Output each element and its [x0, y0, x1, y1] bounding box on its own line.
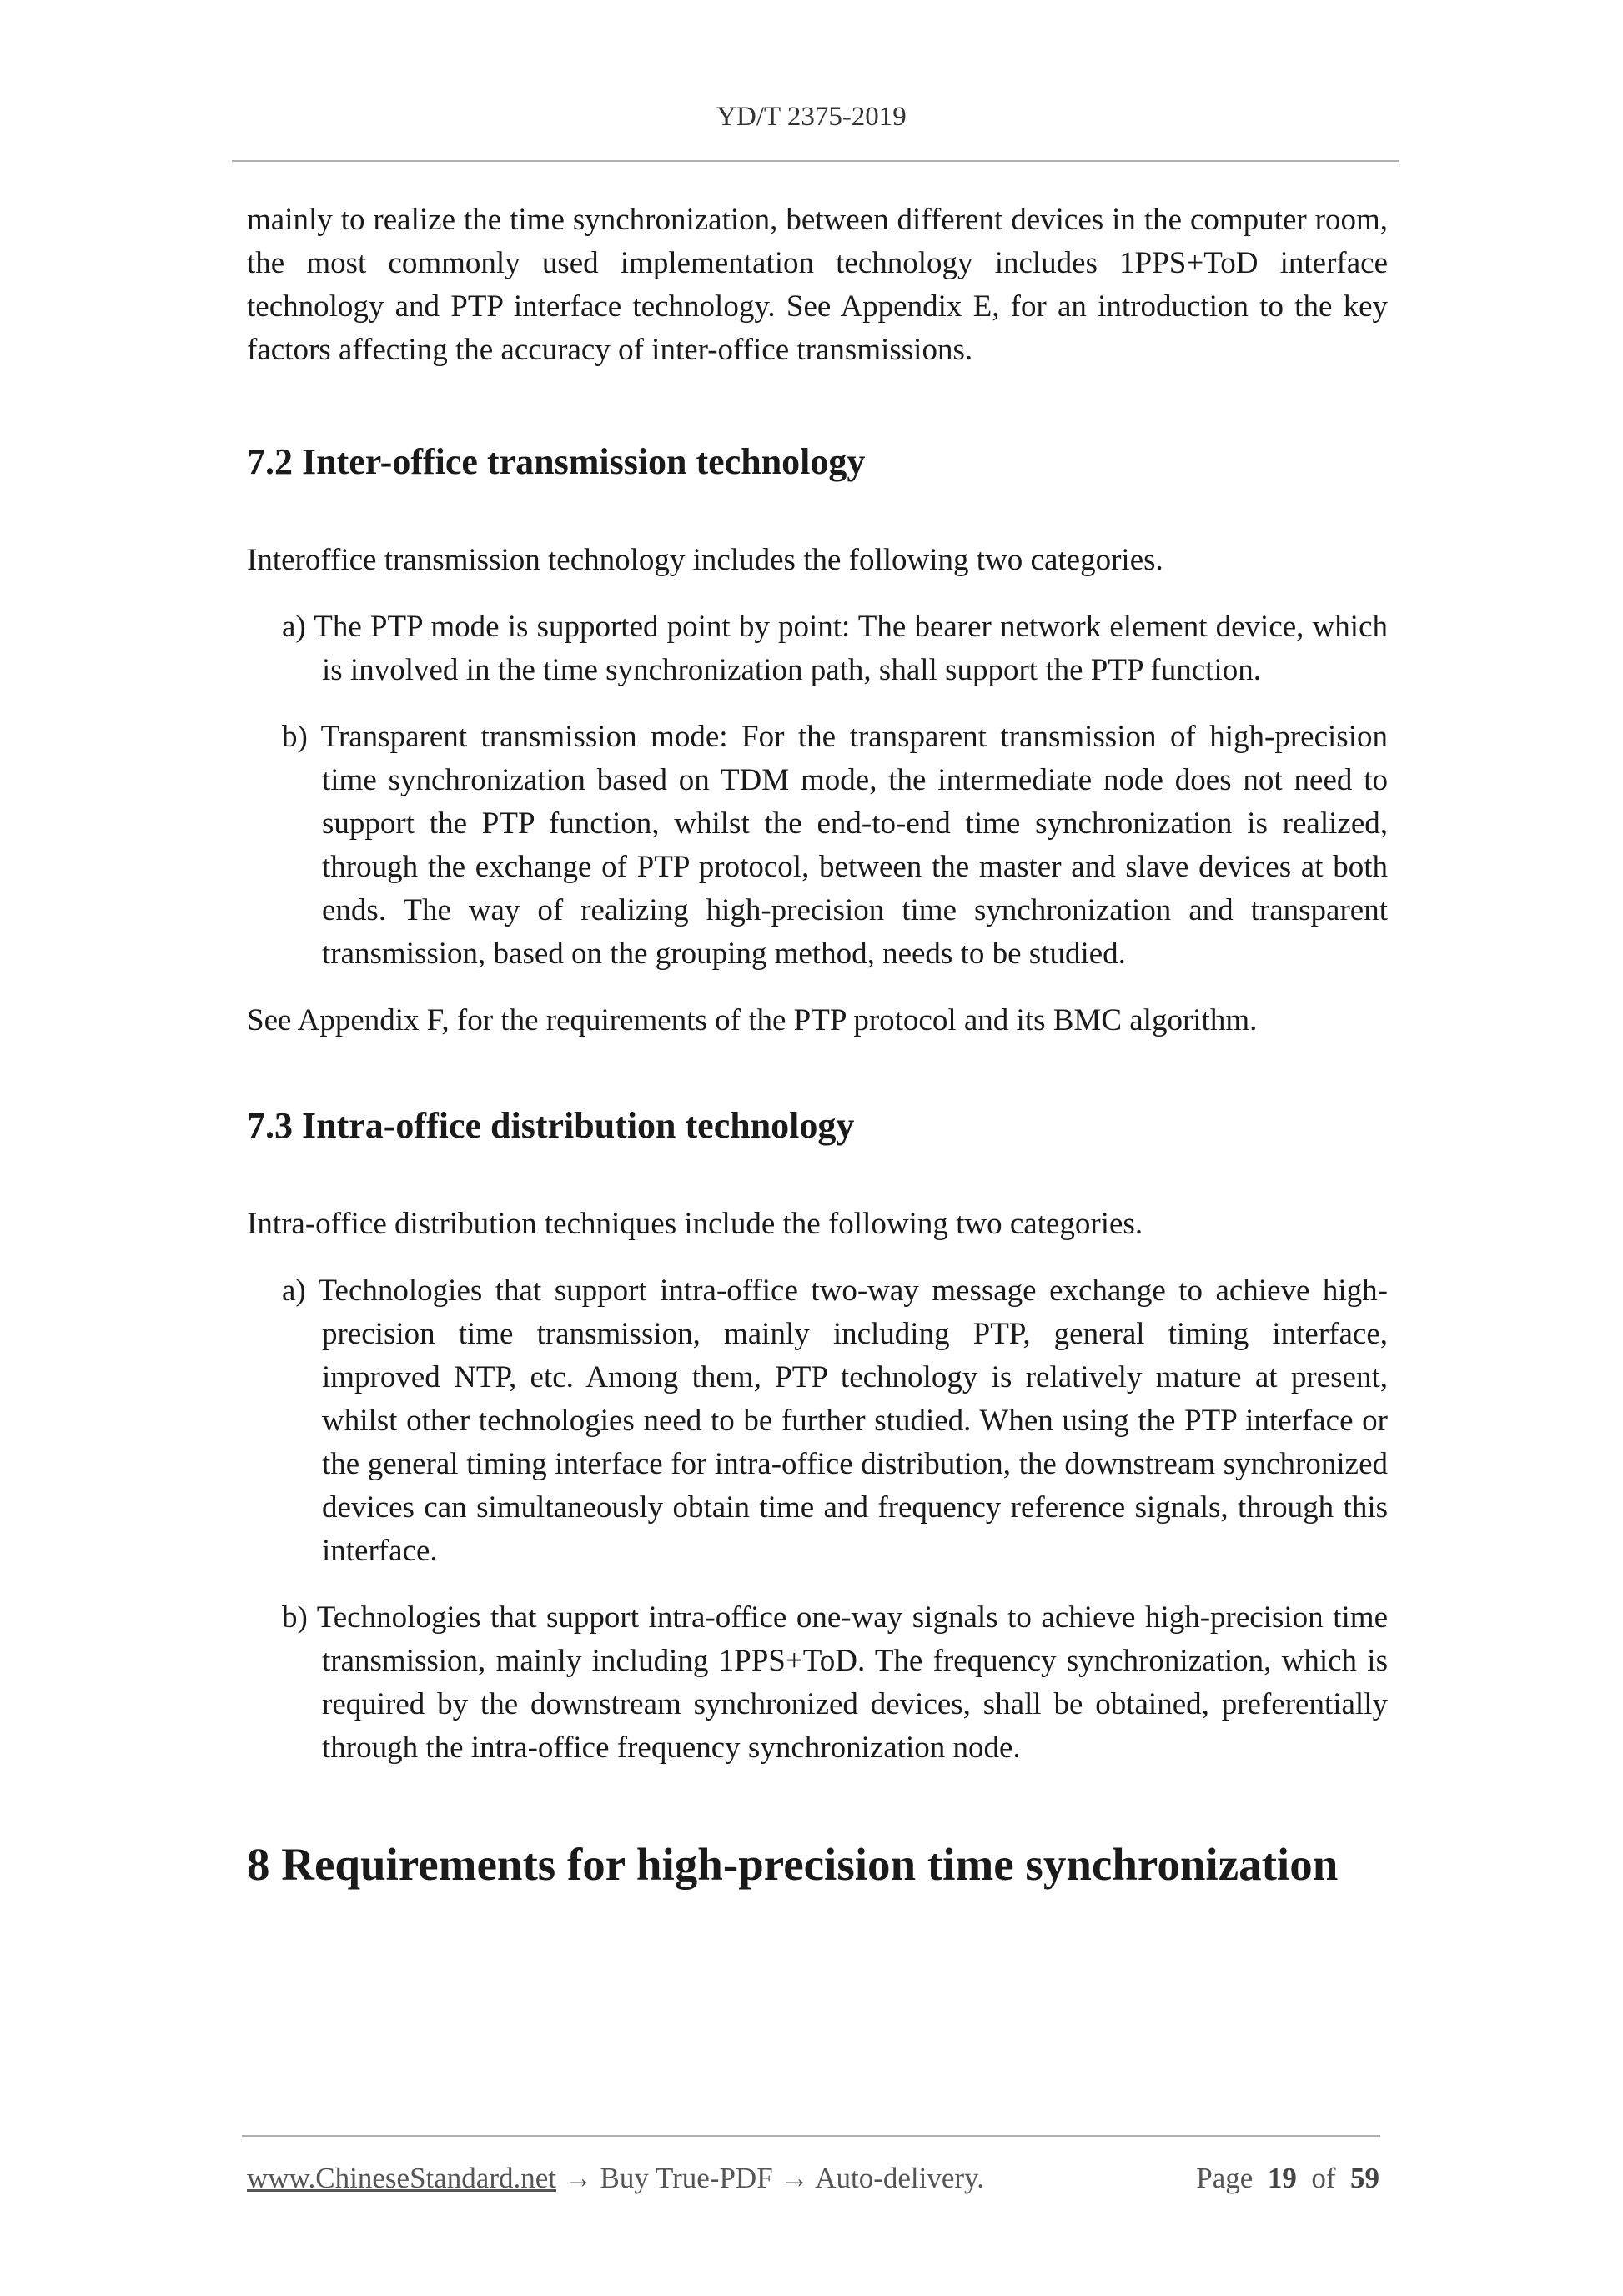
footer-divider: [242, 2135, 1380, 2137]
spacer: [247, 1793, 1388, 1835]
section-7-3-list: [247, 1269, 1388, 1770]
chinesestandard-link[interactable]: www.ChineseStandard.net: [247, 2162, 556, 2194]
section-7-2-list: [247, 605, 1388, 976]
list-item: b) Technologies that support intra-office one-way signals to achieve high-precision time transmission, mainly including 1PPS+ToD. The frequency synchronization, which is required by the downstream synchronized devices, shall be obtained, preferentially through the intra-office frequency synchronization node.: [282, 1600, 1388, 1765]
list-item: b) Transparent transmission mode: For the transparent transmission of high-precision time synchronization based on TDM mode, the intermediate node does not need to support the PTP function, whilst the end-to-end time synchronization is realized, through the exchange of PTP protocol, between the master and slave devices at both ends. The way of realizing high-precision time synchronization and transparent transmission, based on the grouping method, needs to be studied.: [282, 720, 1388, 971]
page-footer: [247, 2162, 1379, 2195]
page-label: Page: [1196, 2162, 1254, 2194]
list-item: a) Technologies that support intra-office two-way message exchange to achieve high-precision time transmission, mainly including PTP, general timing interface, improved NTP, etc. Among them, PTP technology is relatively mature at present, whilst other technologies need to be further studied. When using the PTP interface or the general timing interface for intra-office distribution, the downstream synchronized devices can simultaneously obtain time and frequency reference signals, through this interface.: [282, 1274, 1388, 1568]
appendix-f-reference: See Appendix F, for the requirements of the PTP protocol and its BMC algorithm.: [247, 1003, 1258, 1037]
section-8-heading: 8 Requirements for high-precision time synchronization: [247, 1839, 1339, 1890]
section-7-2-intro: Interoffice transmission technology includes the following two categories.: [247, 543, 1163, 577]
section-7-2-heading: 7.2 Inter-office transmission technology: [247, 441, 866, 482]
list-item: a) The PTP mode is supported point by point: The bearer network element device, which is involved in the time synchronization path, shall support the PTP function.: [282, 610, 1388, 687]
header-divider: [232, 160, 1399, 162]
page-content: [247, 198, 1388, 1895]
document-id-header: YD/T 2375-2019: [716, 102, 907, 132]
section-7-3-heading: 7.3 Intra-office distribution technology: [247, 1105, 855, 1146]
page-total: 59: [1350, 2162, 1379, 2194]
footer-tagline: → Buy True-PDF → Auto-delivery.: [556, 2162, 985, 2194]
page-number: [1196, 2162, 1379, 2195]
footer-left: [247, 2162, 984, 2195]
page-of: of: [1311, 2162, 1336, 2194]
section-7-3-intro: Intra-office distribution techniques include the following two categories.: [247, 1207, 1143, 1241]
intro-paragraph: mainly to realize the time synchronization, between different devices in the computer room, the most commonly used implementation technology includes 1PPS+ToD interface technology and PTP interface technology. See Appendix E, for an introduction to the key factors affecting the accuracy of inter-office transmissions.: [247, 203, 1388, 367]
page-current: 19: [1267, 2162, 1297, 2194]
